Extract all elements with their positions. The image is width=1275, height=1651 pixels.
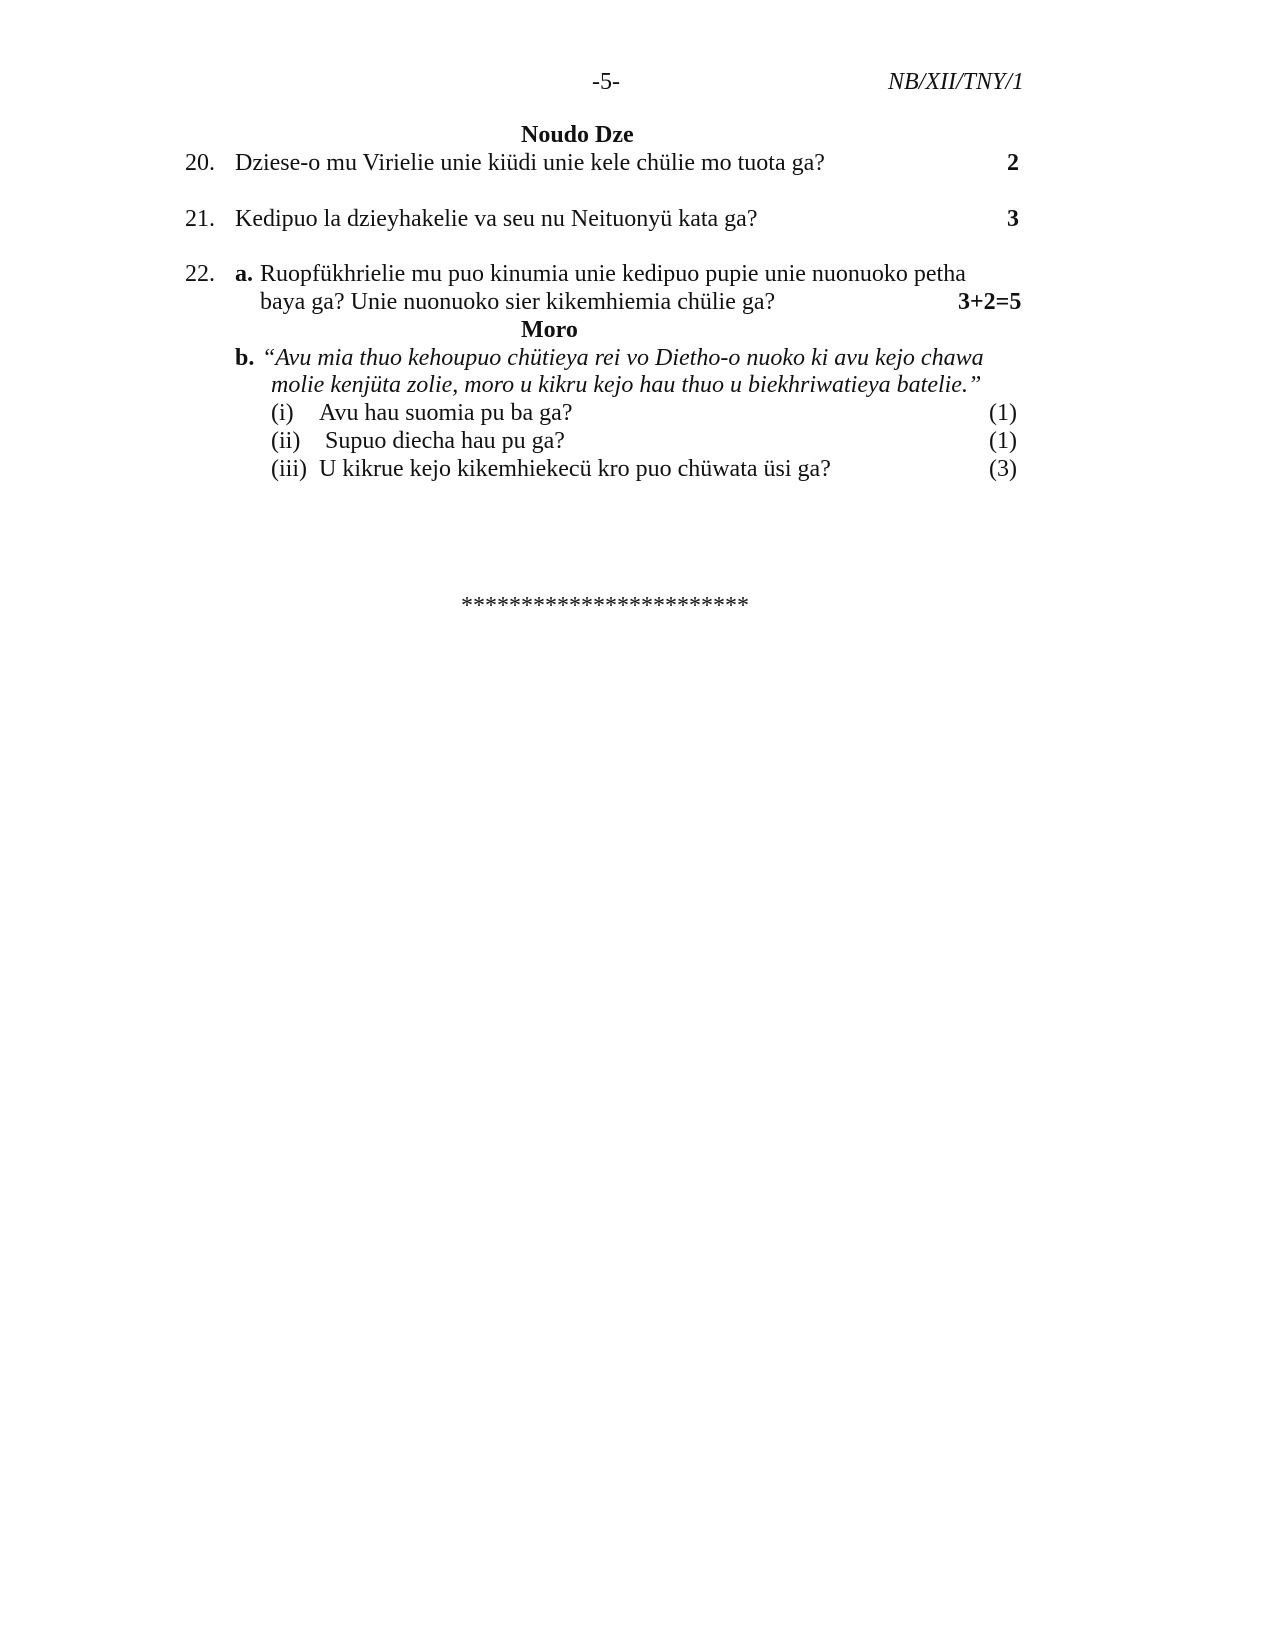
- sub-question-marks: (1): [989, 428, 1017, 454]
- question-21-number: 21.: [185, 206, 215, 232]
- sub-question-text: Avu hau suomia pu ba ga?: [319, 400, 573, 426]
- end-separator: ************************: [461, 593, 749, 619]
- question-22a-marks: 3+2=5: [958, 289, 1022, 315]
- sub-question-label: (iii): [271, 456, 307, 482]
- question-20-marks: 2: [1007, 150, 1019, 176]
- question-21-text: Kedipuo la dzieyhakelie va seu nu Neituonyü kata ga?: [235, 206, 758, 232]
- section-heading-moro: Moro: [521, 317, 578, 343]
- sub-question-label: (i): [271, 400, 294, 426]
- question-22b-quote-line-2: molie kenjüta zolie, moro u kikru kejo hau thuo u biekhriwatieya batelie.”: [271, 372, 982, 398]
- sub-question-text: Supuo diecha hau pu ga?: [325, 428, 565, 454]
- question-22a-line-1: Ruopfükhrielie mu puo kinumia unie kedipuo pupie unie nuonuoko petha: [260, 261, 966, 287]
- question-22b-label: b.: [235, 345, 255, 371]
- question-22-number: 22.: [185, 261, 215, 287]
- sub-question-label: (ii): [271, 428, 301, 454]
- question-20-text: Dziese-o mu Virielie unie kiüdi unie kele chülie mo tuota ga?: [235, 150, 825, 176]
- question-22b-quote-line-1: “Avu mia thuo kehoupuo chütieya rei vo Dietho-o nuoko ki avu kejo chawa: [262, 345, 984, 371]
- sub-question-marks: (1): [989, 400, 1017, 426]
- paper-code: NB/XII/TNY/1: [888, 69, 1025, 95]
- question-20-number: 20.: [185, 150, 215, 176]
- section-heading-noudo-dze: Noudo Dze: [521, 122, 634, 148]
- sub-question-text: U kikrue kejo kikemhiekecü kro puo chüwata üsi ga?: [319, 456, 831, 482]
- question-22a-label: a.: [235, 261, 253, 287]
- question-22a-line-2: baya ga? Unie nuonuoko sier kikemhiemia chülie ga?: [260, 289, 776, 315]
- sub-question-marks: (3): [989, 456, 1017, 482]
- page-number: -5-: [592, 69, 620, 95]
- question-21-marks: 3: [1007, 206, 1019, 232]
